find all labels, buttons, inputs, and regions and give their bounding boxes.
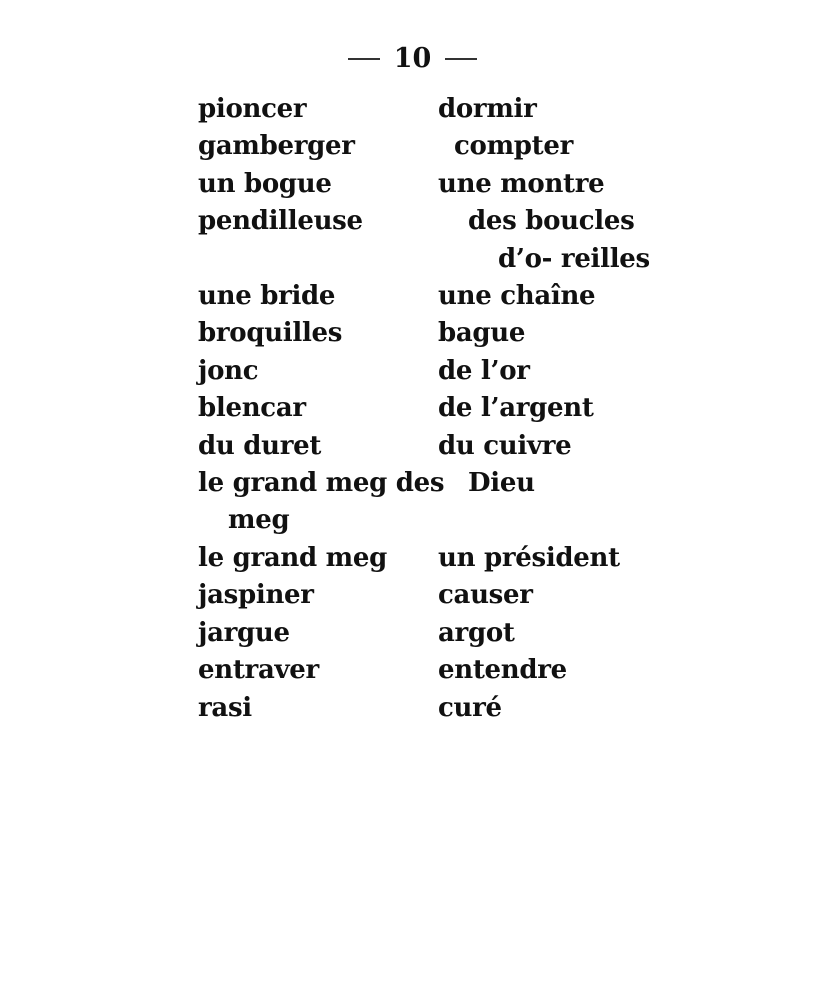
- glossary-term: blencar: [198, 393, 306, 424]
- glossary-definition: compter: [454, 131, 574, 162]
- glossary-row: [198, 540, 668, 577]
- glossary-term: pendilleuse: [198, 206, 363, 237]
- glossary-definition: une chaîne: [438, 281, 596, 312]
- glossary-definition: des boucles d’o- reilles: [468, 206, 650, 274]
- glossary-term: le grand meg: [198, 542, 387, 573]
- glossary-term: gamberger: [198, 131, 355, 162]
- glossary-row: [198, 166, 668, 203]
- glossary-term: pioncer: [198, 94, 307, 124]
- glossary-row: [198, 577, 668, 614]
- glossary-row: [198, 203, 668, 278]
- glossary-row: [198, 690, 668, 727]
- glossary-definition: argot: [438, 617, 515, 648]
- glossary-definition: causer: [438, 580, 533, 611]
- glossary-row: [198, 315, 668, 352]
- glossary-row: [198, 428, 668, 465]
- glossary-row: [198, 91, 668, 128]
- glossary-definition: bague: [438, 318, 526, 349]
- glossary-term: le grand meg des meg: [198, 468, 445, 536]
- glossary-row: [198, 652, 668, 689]
- glossary-definition: du cuivre: [438, 430, 572, 461]
- glossary-term: rasi: [198, 692, 252, 723]
- glossary-list: [198, 91, 668, 727]
- glossary-term: jonc: [198, 355, 259, 386]
- glossary-term: jaspiner: [198, 580, 314, 611]
- glossary-term: broquilles: [198, 318, 343, 349]
- glossary-definition: entendre: [438, 655, 567, 686]
- glossary-row: [198, 278, 668, 315]
- glossary-row: [198, 353, 668, 390]
- glossary-definition: dormir: [438, 94, 537, 124]
- glossary-definition: curé: [438, 692, 502, 723]
- page-header: [0, 42, 825, 76]
- glossary-definition: un président: [438, 542, 620, 573]
- glossary-row: [198, 128, 668, 165]
- page-number: 10: [393, 43, 432, 74]
- glossary-definition: de l’or: [438, 355, 530, 386]
- glossary-term: du duret: [198, 430, 322, 461]
- glossary-term: un bogue: [198, 168, 332, 199]
- glossary-row: [198, 615, 668, 652]
- glossary-definition: une montre: [438, 168, 605, 199]
- right-dash: [445, 58, 477, 60]
- glossary-term: entraver: [198, 655, 319, 686]
- left-dash: [348, 58, 380, 60]
- glossary-definition: de l’argent: [438, 393, 594, 424]
- glossary-term: jargue: [198, 617, 290, 648]
- glossary-row: [198, 390, 668, 427]
- glossary-row: [198, 465, 668, 540]
- glossary-term: une bride: [198, 281, 336, 312]
- glossary-definition: Dieu: [468, 468, 535, 499]
